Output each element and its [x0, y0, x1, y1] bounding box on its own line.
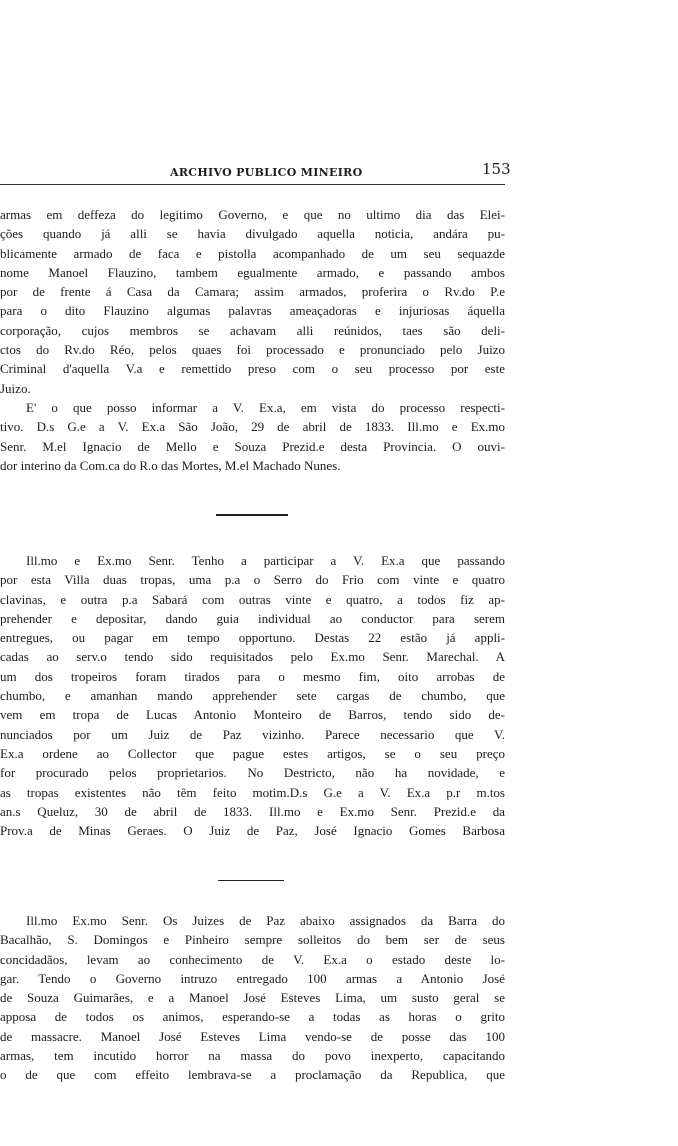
text-line: prehender e depositar, dando guia individual ao conductor para serem [0, 610, 505, 626]
text-line: armas, tem incutido horror na massa do povo inexperto, capacitando [0, 1048, 505, 1064]
section-divider [216, 514, 288, 516]
text-line: um dos tropeiros foram tirados para o mesmo fim, oito arrobas de [0, 668, 505, 684]
text-line: Juizo. [0, 380, 31, 396]
text-line: de massacre. Manoel José Esteves Lima vendo-se de posse das 100 [0, 1028, 505, 1044]
text-line: an.s Queluz, 30 de abril de 1833. Ill.mo e Ex.mo Senr. Prezid.e da [0, 803, 505, 819]
section-divider [218, 880, 284, 881]
text-line: o de que com effeito lembrava-se a proclamação da Republica, que [0, 1067, 505, 1083]
paragraph [0, 551, 505, 840]
text-line: cadas ao serv.o tendo sido requisitados pelo Ex.mo Senr. Marechal. A [0, 649, 505, 665]
paragraph [0, 205, 505, 398]
text-line: de Souza Guimarães, e a Manoel José Esteves Lima, um susto geral se [0, 990, 505, 1006]
text-line: Ill.mo e Ex.mo Senr. Tenho a participar a V. Ex.a que passando [26, 553, 505, 568]
text-line: dor interino da Com.ca do R.o das Mortes, M.el Machado Nunes. [0, 457, 341, 473]
text-line: por esta Villa duas tropas, uma p.a o Serro do Frio com vinte e quatro [0, 572, 505, 588]
text-line: Prov.a de Minas Geraes. O Juiz de Paz, José Ignacio Gomes Barbosa [0, 823, 505, 839]
text-line: clavinas, e outra p.a Sabará com outras vinte e quatro, a todos fiz ap- [0, 591, 505, 607]
text-line: corporação, cujos membros se achavam alli reúnidos, taes são deli- [0, 322, 505, 338]
section-1 [0, 205, 505, 475]
text-line: vem em tropa de Lucas Antonio Monteiro de Barros, tendo sido de- [0, 707, 505, 723]
paragraph [0, 911, 505, 1085]
text-line: apposa de todos os animos, esperando-se a todas as horas o grito [0, 1009, 505, 1025]
section-3 [0, 911, 505, 1085]
text-line: Senr. M.el Ignacio de Mello e Souza Prezid.e desta Provincia. O ouvi- [0, 438, 505, 454]
section-2 [0, 551, 505, 840]
text-line: ctos do Rv.do Réo, pelos quaes foi processado e pronunciado pelo Juizo [0, 342, 505, 358]
text-line: chumbo, e amanhan mando apprehender sete cargas de chumbo, que [0, 688, 505, 704]
text-line: concidadãos, levam ao conhecimento de V. Ex.a o estado deste lo- [0, 951, 505, 967]
running-title: ARCHIVO PUBLICO MINEIRO [170, 166, 363, 179]
text-line: as tropas existentes não têm feito motim.D.s G.e a V. Ex.a p.r m.tos [0, 784, 505, 800]
text-line: for procurado pelos proprietarios. No Destricto, não ha novidade, e [0, 765, 505, 781]
text-line: nunciados por um Juiz de Paz vizinho. Parece necessario que V. [0, 726, 505, 742]
text-line: nome Manoel Flauzino, tambem egualmente armado, e passando ambos [0, 264, 505, 280]
text-line: Ex.a ordene ao Collector que pague estes artigos, se o seu preço [0, 745, 505, 761]
text-line: Bacalhão, S. Domingos e Pinheiro sempre solleitos do bem ser de seus [0, 932, 505, 948]
text-line: blicamente armado de faca e pistolla acompanhado de um seu sequazde [0, 245, 505, 261]
text-line: para o dito Flauzino algumas palavras ameaçadoras e injuriosas áquella [0, 303, 505, 319]
text-line: tivo. D.s G.e a V. Ex.a São João, 29 de abril de 1833. Ill.mo e Ex.mo [0, 419, 505, 435]
text-line: E' o que posso informar a V. Ex.a, em vista do processo respecti- [26, 399, 505, 415]
page-number: 153 [482, 160, 511, 178]
paragraph [0, 398, 505, 475]
text-line: ções quando já alli se havia divulgado aquella noticia, andára pu- [0, 226, 505, 242]
text-line: entregues, ou pagar em tempo opportuno. Destas 22 estão já appli- [0, 630, 505, 646]
text-line: Ill.mo Ex.mo Senr. Os Juizes de Paz abaixo assignados da Barra do [26, 913, 505, 928]
text-line: por de frente á Casa da Camara; assim armados, proferira o Rv.do P.e [0, 284, 505, 300]
text-line: gar. Tendo o Governo intruzo entregado 100 armas a Antonio José [0, 970, 505, 986]
page-header [0, 160, 511, 185]
text-line: Criminal d'aquella V.a e remettido preso com o seu processo por este [0, 361, 505, 377]
text-line: armas em deffeza do legitimo Governo, e que no ultimo dia das Elei- [0, 207, 505, 222]
